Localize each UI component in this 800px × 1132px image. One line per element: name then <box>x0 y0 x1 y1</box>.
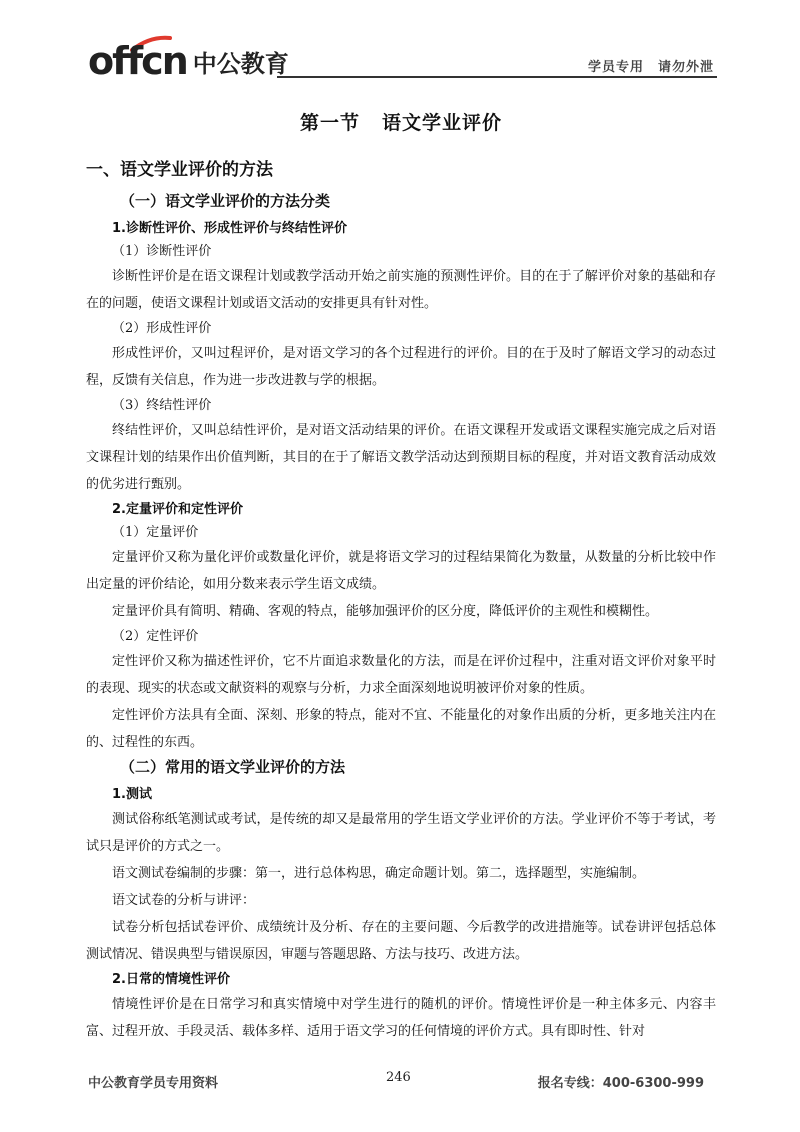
heading-test: 1.测试 <box>112 787 152 802</box>
logo-cn-text: 中公教育 <box>192 50 289 78</box>
page-footer <box>0 1070 800 1100</box>
para-qualitative-b: 定性评价方法具有全面、深刻、形象的特点，能对不宜、不能量化的对象作出质的分析，更多地关注内在的、过程性的东西。 <box>86 708 716 750</box>
para-diagnostic: 诊断性评价是在语文课程计划或教学活动开始之前实施的预测性评价。目的在于了解评价对象的基础和存在的问题，使语文课程计划或语文活动的安排更具有针对性。 <box>86 269 716 311</box>
section-heading-1: 一、语文学业评价的方法 <box>86 160 273 180</box>
para-test-b: 语文测试卷编制的步骤：第一，进行总体构思，确定命题计划。第二，选择题型，实施编制。 <box>112 866 646 881</box>
page-content <box>86 102 716 1045</box>
heading-summative: （3）终结性评价 <box>112 398 212 413</box>
para-quantitative-b: 定量评价具有简明、精确、客观的特点，能够加强评价的区分度，降低评价的主观性和模糊性。 <box>112 604 659 619</box>
para-test-a: 测试俗称纸笔测试或考试，是传统的却又是最常用的学生语文学业评价的方法。学业评价不等于考试，考试只是评价的方式之一。 <box>86 812 716 854</box>
heading-diagnostic: （1）诊断性评价 <box>112 244 212 259</box>
subsection-heading-2: （二）常用的语文学业评价的方法 <box>120 758 346 776</box>
title-part1: 第一节 <box>299 112 360 134</box>
footer-left-text: 中公教育学员专用资料 <box>88 1076 219 1091</box>
para-qualitative-a: 定性评价又称为描述性评价，它不片面追求数量化的方法，而是在评价过程中，注重对语文评价对象平时的表现、现实的状态或文献资料的观察与分析，力求全面深刻地说明被评价对象的性质。 <box>86 654 716 696</box>
para-situational: 情境性评价是在日常学习和真实情境中对学生进行的随机的评价。情境性评价是一种主体多元、内容丰富、过程开放、手段灵活、载体多样、适用于语文学习的任何情境的评价方式。具有即时性、针对 <box>86 997 716 1039</box>
para-test-d: 试卷分析包括试卷评价、成绩统计及分析、存在的主要问题、今后教学的改进措施等。试卷讲评包括总体测试情况、错误典型与错误原因，审题与答题思路、方法与技巧、改进方法。 <box>86 920 716 962</box>
heading-diagnostic-formative-summative: 1.诊断性评价、形成性评价与终结性评价 <box>112 221 347 236</box>
logo-en-text: offcn <box>88 39 187 83</box>
para-test-c: 语文试卷的分析与讲评： <box>112 893 256 908</box>
header-rule <box>277 76 717 78</box>
para-formative: 形成性评价，又叫过程评价，是对语文学习的各个过程进行的评价。目的在于及时了解语文学习的动态过程，反馈有关信息，作为进一步改进教与学的根据。 <box>86 346 716 388</box>
heading-situational: 2.日常的情境性评价 <box>112 972 230 987</box>
page-title <box>86 108 716 135</box>
para-quantitative-a: 定量评价又称为量化评价或数量化评价，就是将语文学习的过程结果简化为数量，从数量的分析比较中作出定量的评价结论，如用分数来表示学生语文成绩。 <box>86 550 716 592</box>
header-notice <box>588 56 714 75</box>
heading-quantitative: （1）定量评价 <box>112 525 199 540</box>
header-notice-2: 请勿外泄 <box>657 60 714 75</box>
offcn-logo <box>88 38 289 83</box>
heading-qualitative: （2）定性评价 <box>112 629 199 644</box>
page-header <box>0 0 800 90</box>
heading-formative: （2）形成性评价 <box>112 321 212 336</box>
heading-quantitative-qualitative: 2.定量评价和定性评价 <box>112 502 243 517</box>
title-part2: 语文学业评价 <box>382 112 503 134</box>
header-notice-1: 学员专用 <box>587 60 644 75</box>
subsection-heading-1: （一）语文学业评价的方法分类 <box>120 192 331 210</box>
page-number: 246 <box>386 1070 411 1085</box>
footer-hotline: 报名专线：400-6300-999 <box>537 1076 704 1091</box>
para-summative: 终结性评价，又叫总结性评价，是对语文活动结果的评价。在语文课程开发或语文课程实施完成之后对语文课程计划的结果作出价值判断，其目的在于了解语文教学活动达到预期目标的程度，并对语文教育活动成效的优劣进行甄别。 <box>86 423 716 492</box>
